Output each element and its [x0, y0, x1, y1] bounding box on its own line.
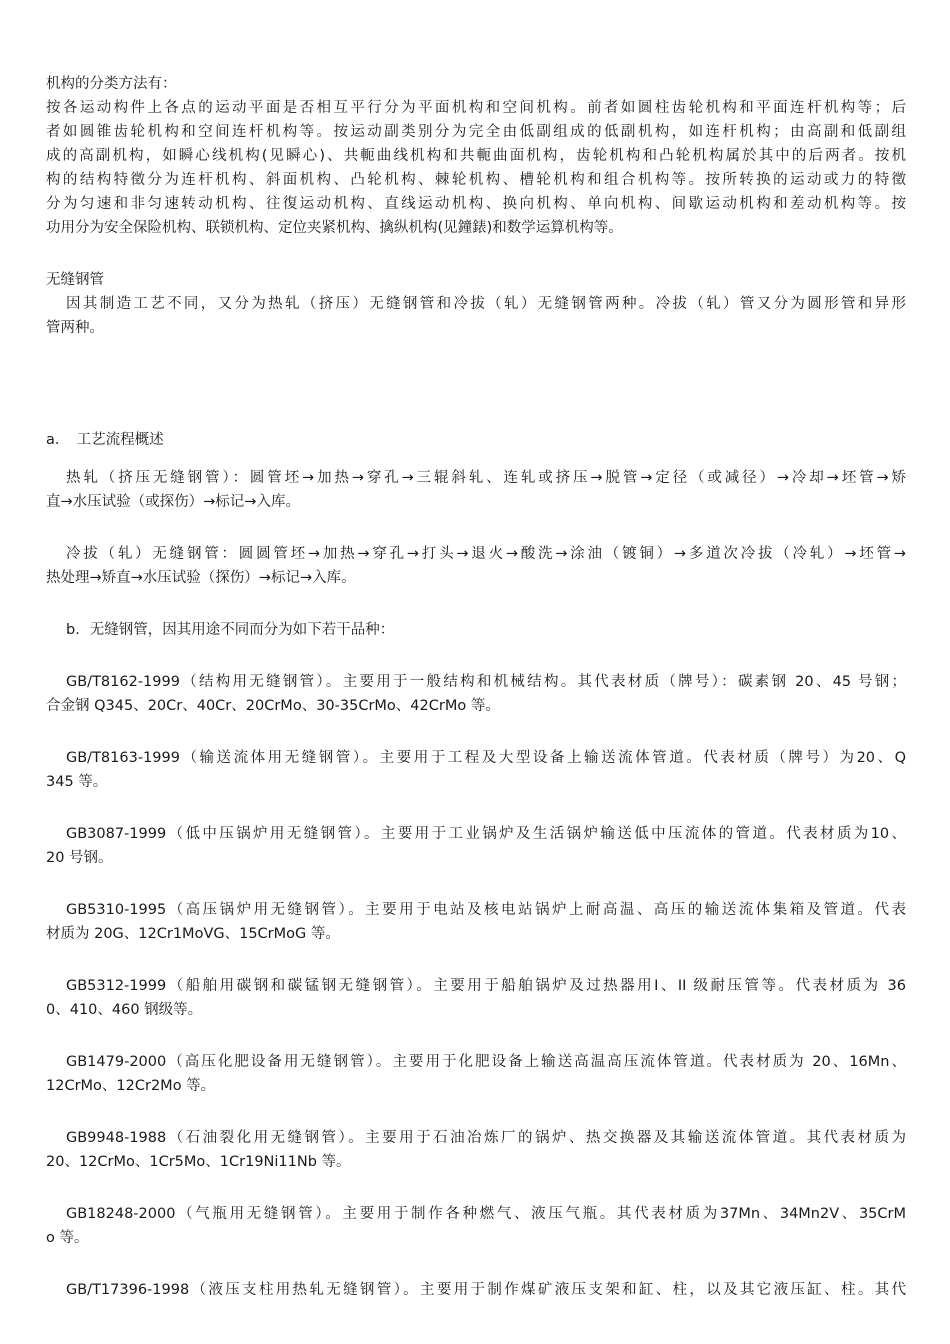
seamless-line: 因其制造工艺不同，又分为热轧（挤压）无缝钢管和冷拔（轧）无缝钢管两种。冷拔（轧）管又分为圆形管和异形	[66, 296, 906, 312]
variety-line: 12CrMo、12Cr2Mo 等。	[46, 1078, 216, 1094]
variety-item	[46, 1202, 906, 1250]
classification-line: 按各运动构件上各点的运动平面是否相互平行分为平面机构和空间机构。前者如圆柱齿轮机构和平面连杆机构等；后	[46, 100, 906, 116]
variety-item	[46, 974, 906, 1022]
variety-line: GB/T17396-1998（液压支柱用热轧无缝钢管）。主要用于制作煤矿液压支架和缸、柱，以及其它液压缸、柱。其代	[66, 1282, 906, 1298]
process-heading: a． 工艺流程概述	[46, 432, 164, 448]
variety-line: GB18248-2000（气瓶用无缝钢管）。主要用于制作各种燃气、液压气瓶。其代表材质为37Mn、34Mn2V、35CrM	[66, 1206, 906, 1222]
seamless-heading: 无缝钢管	[46, 272, 104, 288]
variety-item	[46, 1126, 906, 1174]
classification-line: 者如圆锥齿轮机构和空间连杆机构等。按运动副类别分为完全由低副组成的低副机构，如连杆机构；由高副和低副组	[46, 124, 906, 140]
variety-line: GB/T8162-1999（结构用无缝钢管）。主要用于一般结构和机械结构。其代表材质（牌号）：碳素钢 20、45 号钢；	[66, 674, 906, 690]
classification-line: 构的结构特徵分为连杆机构、斜面机构、凸轮机构、棘轮机构、槽轮机构和组合机构等。按所转换的运动或力的特徵	[46, 172, 906, 188]
variety-line: 345 等。	[46, 774, 108, 790]
classification-line: 分为匀速和非匀速转动机构、往復运动机构、直线运动机构、换向机构、单向机构、间歇运动机构和差动机构等。按	[46, 196, 906, 212]
variety-line: GB3087-1999（低中压锅炉用无缝钢管）。主要用于工业锅炉及生活锅炉输送低中压流体的管道。代表材质为10、	[66, 826, 906, 842]
variety-line: GB5310-1995（高压锅炉用无缝钢管）。主要用于电站及核电站锅炉上耐高温、高压的输送流体集箱及管道。代表	[66, 902, 906, 918]
varieties-heading: b．无缝钢管，因其用途不同而分为如下若干品种：	[66, 622, 395, 638]
variety-line: o 等。	[46, 1230, 89, 1246]
seamless-line: 管两种。	[46, 320, 104, 336]
variety-line: GB1479-2000（高压化肥设备用无缝钢管）。主要用于化肥设备上输送高温高压流体管道。代表材质为 20、16Mn、	[66, 1054, 906, 1070]
variety-line: 材质为 20G、12Cr1MoVG、15CrMoG 等。	[46, 926, 340, 942]
classification-line: 功用分为安全保险机构、联锁机构、定位夹紧机构、擒纵机构(见鐘錶)和数学运算机构等。	[46, 220, 623, 236]
variety-line: 合金钢 Q345、20Cr、40Cr、20CrMo、30-35CrMo、42CrMo 等。	[46, 698, 500, 714]
variety-item	[46, 746, 906, 794]
hot-rolled-line: 直→水压试验（或探伤）→标记→入库。	[46, 494, 300, 510]
variety-line: 20、12CrMo、1Cr5Mo、1Cr19Ni11Nb 等。	[46, 1154, 351, 1170]
classification-heading: 机构的分类方法有：	[46, 76, 177, 92]
variety-item	[46, 898, 906, 946]
variety-item	[46, 1050, 906, 1098]
variety-line: GB9948-1988（石油裂化用无缝钢管）。主要用于石油冶炼厂的锅炉、热交换器及其输送流体管道。其代表材质为	[66, 1130, 906, 1146]
variety-item	[46, 822, 906, 870]
variety-line: 20 号钢。	[46, 850, 113, 866]
cold-drawn-line: 热处理→矫直→水压试验（探伤）→标记→入库。	[46, 570, 356, 586]
variety-item	[46, 1278, 906, 1302]
variety-line: GB/T8163-1999（输送流体用无缝钢管）。主要用于工程及大型设备上输送流体管道。代表材质（牌号）为20、Q	[66, 750, 906, 766]
classification-line: 成的高副机构，如瞬心线机构(见瞬心)、共軛曲线机构和共軛曲面机构，齿轮机构和凸轮机构属於其中的后两者。按机	[46, 148, 906, 164]
hot-rolled-line: 热轧（挤压无缝钢管）：圆管坯→加热→穿孔→三辊斜轧、连轧或挤压→脱管→定径（或减径）→冷却→坯管→矫	[66, 470, 906, 486]
cold-drawn-line: 冷拔（轧）无缝钢管：圆圆管坯→加热→穿孔→打头→退火→酸洗→涂油（镀铜）→多道次冷拔（冷轧）→坯管→	[66, 546, 906, 562]
variety-line: GB5312-1999（船舶用碳钢和碳锰钢无缝钢管）。主要用于船舶锅炉及过热器用I、II 级耐压管等。代表材质为 36	[66, 978, 906, 994]
variety-item	[46, 670, 906, 718]
variety-line: 0、410、460 钢级等。	[46, 1002, 203, 1018]
